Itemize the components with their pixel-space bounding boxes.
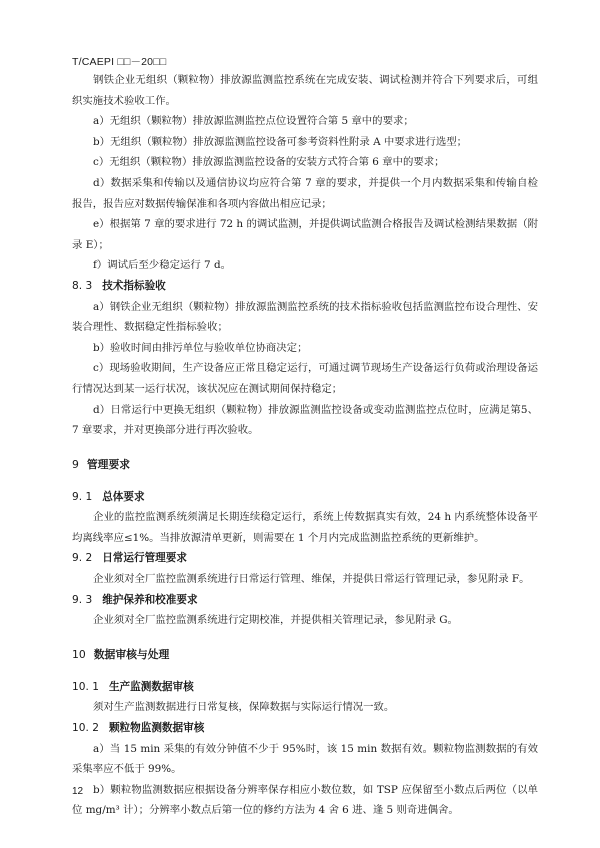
section-heading-10-1: [72, 677, 538, 698]
body-paragraph: 企业须对全厂监控监测系统进行日常运行管理、维保，并提供日常运行管理记录，参见附录 F。: [93, 573, 530, 586]
section-number: 9. 3: [72, 593, 93, 606]
section-title: 日常运行管理要求: [102, 552, 187, 565]
section-number: 8. 3: [72, 279, 93, 292]
list-item: b）无组织（颗粒物）排放源监测监控设备可参考资料性附录 A 中要求进行选型；: [93, 135, 468, 148]
section-number: 10: [72, 647, 86, 661]
document-id-header: T/CAEPI □□－20□□: [72, 56, 167, 68]
section-number: 9. 2: [72, 552, 93, 565]
body-paragraph: 企业的监控监测系统须满足长期连续稳定运行，系统上传数据真实有效，24 h 内系统整体设备平均离线率应≤1%。当排放源清单更新，则需要在 1 个月内完成监测监控系统的更新维护。: [72, 511, 538, 544]
section-title: 维护保养和校准要求: [102, 593, 198, 606]
list-item: d）日常运行中更换无组织（颗粒物）排放源监测监控设备或变动监测监控点位时，应满足第5、7 章要求，并对更换部分进行再次验收。: [72, 403, 538, 437]
page-content: [72, 70, 538, 821]
section-number: 9. 1: [72, 490, 93, 503]
list-item: a）无组织（颗粒物）排放源监测监控点位设置符合第 5 章中的要求；: [93, 115, 414, 128]
list-item: e）根据第 7 章的要求进行 72 h 的调试监测，并提供调试监测合格报告及调试检测结果数据（附录 E）；: [72, 218, 538, 251]
list-item: b）验收时间由排污单位与验收单位协商决定；: [93, 341, 308, 354]
list-item: b）颗粒物监测数据应根据设备分辨率保存相应小数位数，如 TSP 应保留至小数点后两位（以单位 mg/m³ 计）；分辨率小数点后第一位的修约方法为 4 舍 6 进、逢 5 则奇进偶舍。: [72, 783, 538, 817]
list-item: a）当 15 min 采集的有效分钟值不少于 95%时，该 15 min 数据有效。颗粒物监测数据的有效采集率应不低于 99%。: [72, 742, 538, 776]
section-title: 技术指标验收: [102, 279, 166, 292]
section-number: 9: [72, 457, 79, 471]
section-heading-10: [72, 645, 538, 665]
section-heading-9-3: [72, 590, 538, 611]
list-item: d）数据采集和传输以及通信协议均应符合第 7 章的要求，并提供一个月内数据采集和传输自检报告，报告应对数据传输保准和各项内容做出相应记录；: [72, 176, 538, 210]
body-paragraph: 须对生产监测数据进行日常复核，保障数据与实际运行情况一致。: [93, 701, 395, 714]
list-item: a）钢铁企业无组织（颗粒物）排放源监测监控系统的技术指标验收包括监测监控布设合理性、安装合理性、数据稳定性指标验收；: [72, 300, 538, 334]
section-heading-8-3: [72, 276, 538, 297]
list-item: c）无组织（颗粒物）排放源监测监控设备的安装方式符合第 6 章中的要求；: [93, 156, 445, 169]
section-heading-9-2: [72, 548, 538, 569]
section-number: 10. 1: [72, 680, 99, 693]
section-title: 数据审核与处理: [93, 647, 170, 661]
body-paragraph: 企业须对全厂监控监测系统进行定期校准，并提供相关管理记录，参见附录 G。: [93, 614, 458, 627]
section-heading-9-1: [72, 487, 538, 508]
section-title: 总体要求: [102, 490, 145, 503]
section-title: 生产监测数据审核: [108, 680, 194, 693]
section-title: 颗粒物监测数据审核: [108, 722, 205, 735]
section-title: 管理要求: [86, 457, 131, 471]
list-item: f）调试后至少稳定运行 7 d。: [93, 259, 232, 272]
section-heading-9: [72, 455, 538, 475]
section-number: 10. 2: [72, 722, 99, 735]
section-heading-10-2: [72, 718, 538, 739]
page-number: 12: [72, 786, 84, 797]
list-item: c）现场验收期间，生产设备应正常且稳定运行，可通过调节现场生产设备运行负荷或治理设备运行情况达到某一运行状况，该状况应在测试期间保持稳定；: [72, 362, 538, 395]
intro-paragraph: 钢铁企业无组织（颗粒物）排放源监测监控系统在完成安装、调试检测并符合下列要求后，可组织实施技术验收工作。: [72, 74, 538, 107]
